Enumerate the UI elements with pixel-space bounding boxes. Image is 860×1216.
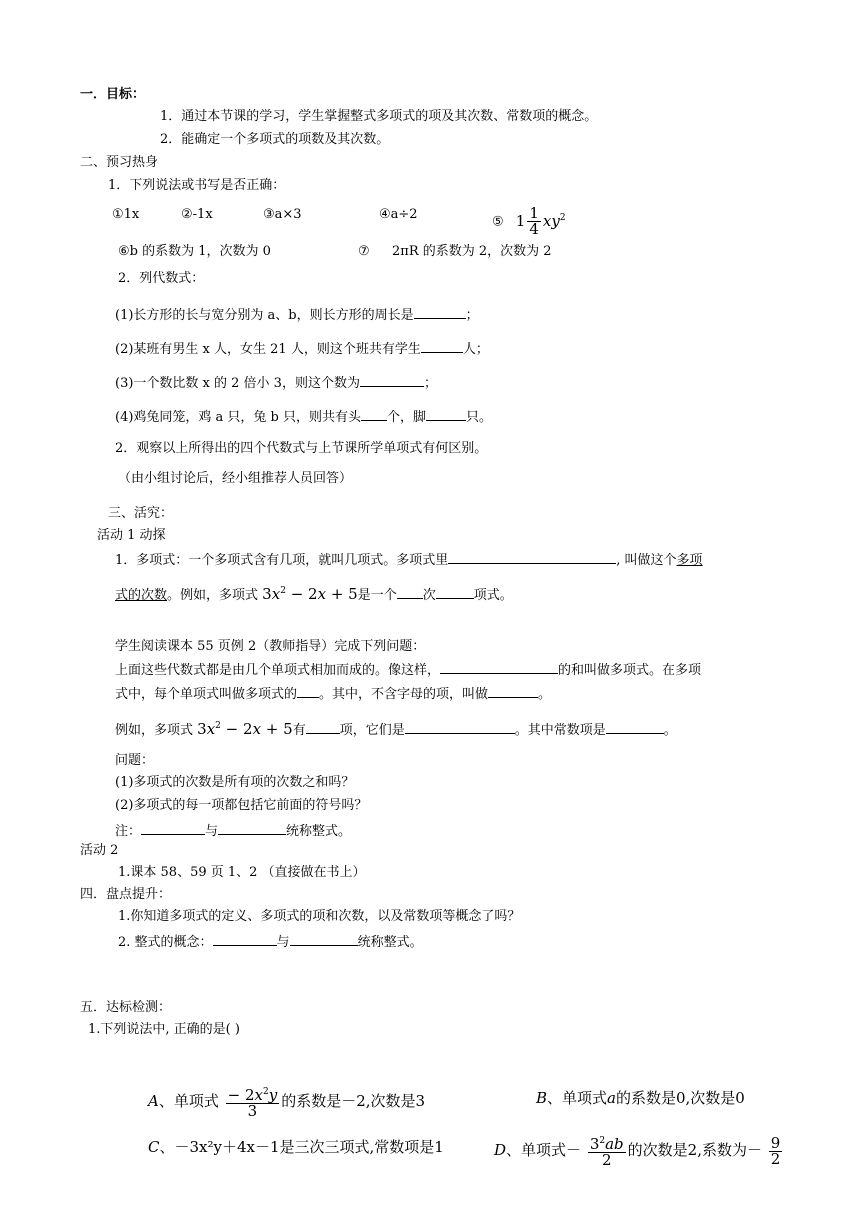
problem-3 [115,372,437,393]
answer-blank[interactable] [426,406,466,421]
summary-end: 统称整式。 [357,935,423,950]
option-6: ⑥b 的系数为 1，次数为 0 [118,244,271,259]
polynomial-formula-2: $3x^2 - 2x + 5$ [197,720,293,738]
example-text: 。例如，多项式 [167,588,259,603]
polynomial-formula: $3x^2 - 2x + 5$ [262,585,358,603]
definition-term: 多项 [676,553,703,568]
reading-line-1 [115,659,701,680]
activity-2-item: 1.课本 58、59 页 1、2 （直接做在书上） [118,865,366,880]
reading-text-3: 式中，每个单项式叫做多项式的 [115,687,298,702]
choice-b[interactable] [536,1089,745,1107]
problem-2-end: 人； [462,342,489,357]
example-end: 。 [663,723,677,738]
example-prefix: 例如，多项式 [115,723,194,738]
problem-3-end: ； [423,376,437,391]
note-and: 与 [205,824,219,839]
fraction-a: $\frac{- 2x^2y}{3}$ [227,1086,278,1120]
choice-c-text: 、－3x²y＋4x－1是三次三项式,常数项是1 [159,1138,444,1156]
reading-instruction: 学生阅读课本 55 页例 2（教师指导）完成下列问题： [115,639,426,654]
example-text-4: 项式。 [473,588,513,603]
answer-blank[interactable] [448,549,616,564]
question-2: 2．列代数式： [118,271,205,286]
note-end: 统称整式。 [286,824,352,839]
section-4-title: 四．盘点提升： [80,887,172,902]
example-constant: 。其中常数项是 [514,723,606,738]
problem-4-end: 只。 [466,410,493,425]
choice-a[interactable] [148,1085,425,1119]
reading-text-2: 的和叫做多项式。在多项 [558,663,702,678]
problem-1-end: ； [465,308,479,323]
question-b: (2)多项式的每一项都包括它前面的符号吗？ [115,798,368,813]
definition-text-2: , 叫做这个 [616,553,677,568]
reading-line-2 [115,683,551,704]
answer-blank[interactable] [360,372,424,387]
choice-b-letter: B [536,1089,548,1107]
option-7-text: 2πR 的系数为 2，次数为 2 [392,244,552,259]
test-question-1: 1.下列说法中, 正确的是( ) [88,1022,240,1037]
choice-c[interactable] [148,1138,444,1156]
activity-2-title: 活动 2 [80,843,119,858]
problem-1-text: (1)长方形的长与宽分别为 a、b，则长方形的周长是 [115,308,414,323]
section-5-title: 五．达标检测： [80,1000,172,1015]
activity-1-title: 活动 1 动探 [97,528,166,543]
option-1: ①1x [112,207,140,222]
choice-b-rest: 的系数是0,次数是0 [616,1089,745,1107]
answer-blank[interactable] [440,659,558,674]
choice-d-text: 、单项式－ [506,1141,582,1159]
answer-blank[interactable] [297,683,319,698]
answer-blank[interactable] [290,931,358,946]
example-line [115,717,677,740]
example-has: 有 [292,723,306,738]
mixed-number-formula: 1 $\frac{1}{4}$ $xy^2$ [515,204,566,238]
answer-blank[interactable] [436,584,474,599]
problem-2 [115,338,489,359]
choice-d-rest: 的次数是2,系数为－ [627,1141,762,1159]
option-5-label: ⑤ [492,214,504,230]
definition-line-2 [115,582,513,605]
problem-2-text: (2)某班有男生 x 人，女生 21 人，则这个班共有学生 [115,342,421,357]
section-3-title: 三、活究： [108,506,174,521]
answer-blank[interactable] [488,683,538,698]
reading-text-5: 。 [538,687,552,702]
answer-blank[interactable] [218,820,286,835]
question-3-note: （由小组讨论后，经小组推荐人员回答） [118,471,353,486]
question-a: (1)多项式的次数是所有项的次数之和吗？ [115,775,355,790]
choice-a-letter: A [148,1092,159,1110]
option-3: ③a×3 [263,207,302,222]
summary-and: 与 [276,935,290,950]
goal-item-1: 1．通过本节课的学习，学生掌握整式多项式的项及其次数、常数项的概念。 [160,109,598,124]
question-1: 1．下列说法或书写是否正确： [108,178,286,193]
problem-4 [115,406,492,427]
choice-d-letter: D [494,1141,507,1159]
example-text-2: 是一个 [357,588,397,603]
definition-line-1 [115,549,703,570]
option-2: ②-1x [181,207,213,222]
option-4: ④a÷2 [379,207,418,222]
problem-3-text: (3)一个数比数 x 的 2 倍小 3，则这个数为 [115,376,360,391]
note-line [115,820,351,841]
choice-a-text: 、单项式 [158,1092,219,1110]
problem-4-mid: 个，脚 [387,410,427,425]
choice-b-text: 、单项式 [547,1089,608,1107]
definition-term-2: 式的次数 [115,588,168,603]
section-1-title: 一．目标： [80,87,146,102]
answer-blank[interactable] [361,406,387,421]
question-3: 2．观察以上所得出的四个代数式与上节课所学单项式有何区别。 [115,441,488,456]
section-2-title: 二、预习热身 [80,155,159,170]
option-5 [492,206,566,237]
summary-text: 2. 整式的概念： [118,935,213,950]
answer-blank[interactable] [141,820,205,835]
example-terms: 项，它们是 [339,723,405,738]
fraction-d-2: $\frac{9}{2}$ [770,1133,781,1168]
problem-4-text: (4)鸡兔同笼，鸡 a 只，兔 b 只，则共有头 [115,410,362,425]
goal-item-2: 2．能确定一个多项式的项数及其次数。 [160,132,390,147]
summary-item-2 [118,931,423,952]
reading-text-4: 。其中，不含字母的项，叫做 [319,687,489,702]
option-7-label: ⑦ [358,244,370,259]
choice-a-rest: 的系数是－2,次数是3 [281,1092,426,1110]
note-prefix: 注： [115,824,142,839]
choice-d[interactable] [494,1134,784,1168]
example-text-3: 次 [422,588,436,603]
answer-blank[interactable] [306,719,340,734]
answer-blank[interactable] [606,719,664,734]
definition-text: 1．多项式：一个多项式含有几项，就叫几项式。多项式里 [115,553,449,568]
problem-1 [115,304,479,325]
choice-c-letter: C [148,1138,160,1156]
answer-blank[interactable] [414,304,466,319]
questions-title: 问题： [115,753,155,768]
answer-blank[interactable] [405,719,515,734]
answer-blank[interactable] [213,931,277,946]
choice-b-var: a [607,1089,616,1107]
answer-blank[interactable] [421,338,463,353]
fraction-d: $\frac{3^2ab}{2}$ [589,1135,624,1169]
reading-text: 上面这些代数式都是由几个单项式相加而成的。像这样， [115,663,441,678]
answer-blank[interactable] [397,584,423,599]
summary-item-1: 1.你知道多项式的定义、多项式的项和次数，以及常数项等概念了吗？ [118,909,521,924]
